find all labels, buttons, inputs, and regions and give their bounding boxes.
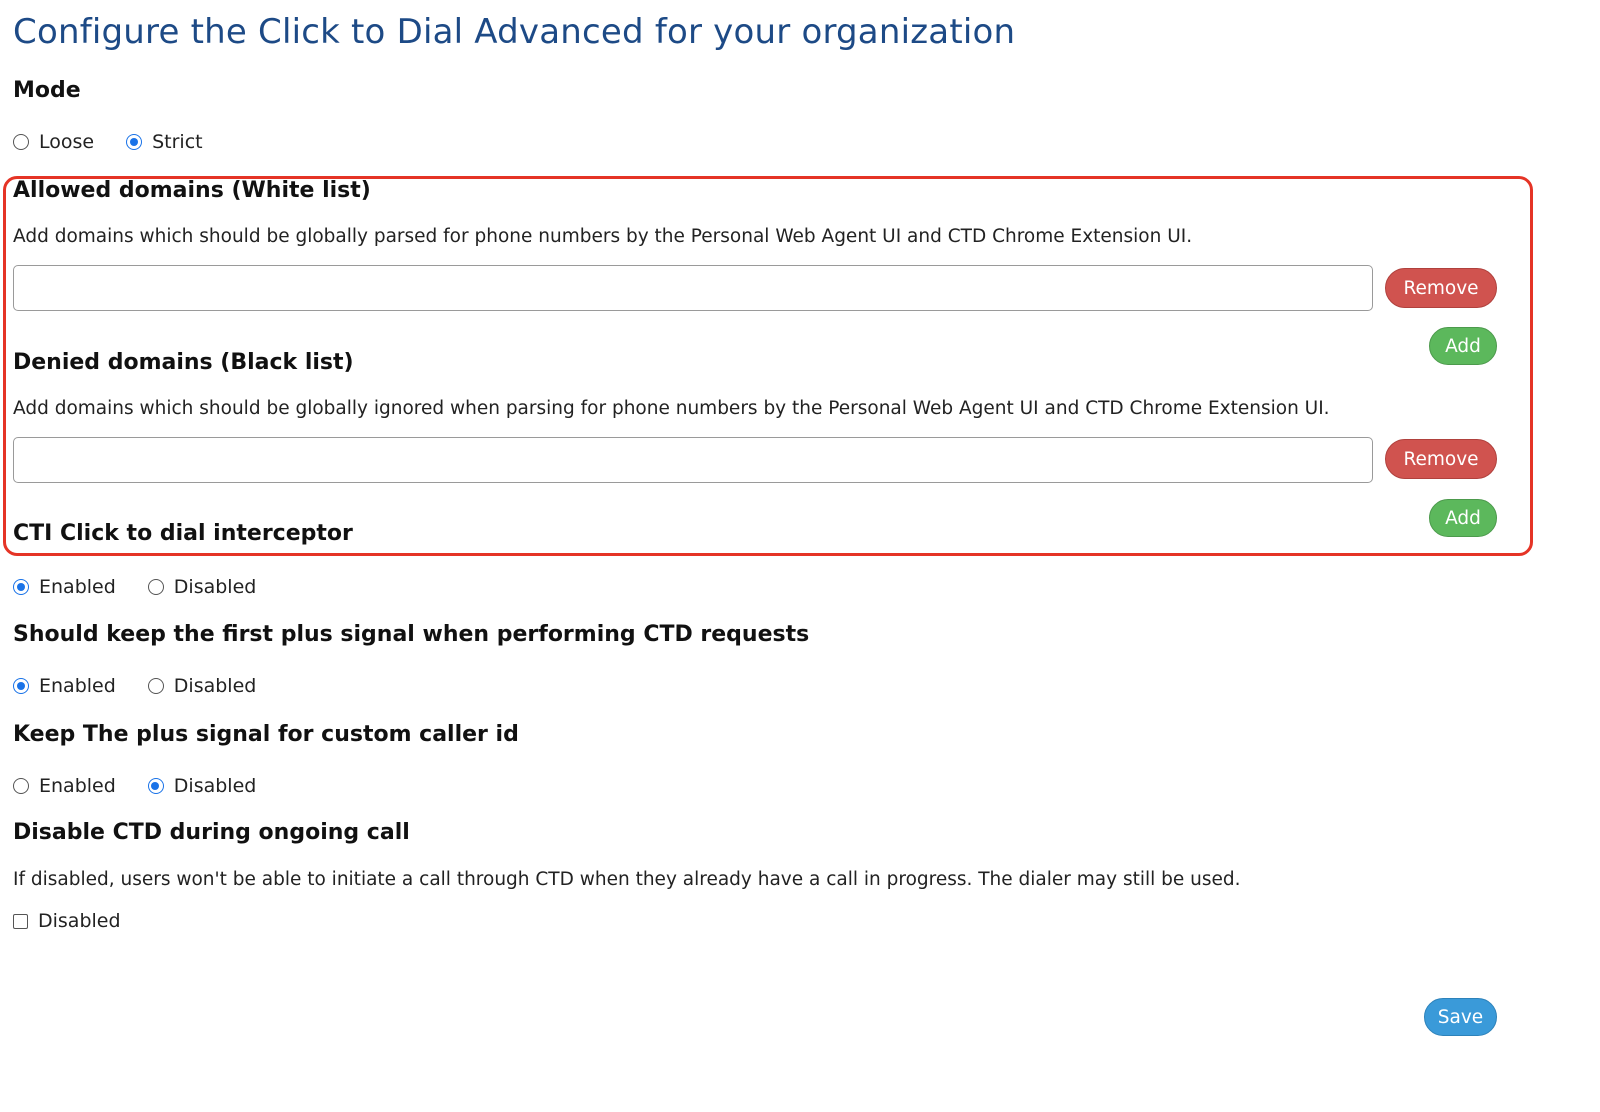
allowed-domain-input[interactable]	[13, 265, 1373, 311]
keep-first-plus-option-enabled[interactable]	[13, 675, 116, 697]
cti-enabled-radio[interactable]	[13, 579, 29, 595]
mode-strict-label: Strict	[152, 131, 203, 153]
cti-enabled-label: Enabled	[39, 576, 116, 598]
caller-id-disabled-label: Disabled	[173, 775, 257, 797]
denied-domain-add-button[interactable]: Add	[1429, 499, 1497, 537]
keep-first-plus-disabled-radio[interactable]	[148, 678, 164, 694]
caller-id-disabled-radio[interactable]	[148, 778, 164, 794]
cti-interceptor-heading: CTI Click to dial interceptor	[13, 521, 353, 546]
allowed-domain-remove-button[interactable]: Remove	[1385, 268, 1497, 308]
caller-id-option-disabled[interactable]	[148, 775, 257, 797]
mode-heading: Mode	[13, 78, 81, 103]
keep-first-plus-enabled-radio[interactable]	[13, 678, 29, 694]
allowed-domains-description: Add domains which should be globally parsed for phone numbers by the Personal Web Agent UI and CTD Chrome Extension UI.	[13, 226, 1193, 247]
save-button[interactable]: Save	[1424, 998, 1497, 1036]
disable-ctd-ongoing-option[interactable]	[13, 908, 121, 934]
denied-domains-heading: Denied domains (Black list)	[13, 350, 354, 375]
cti-option-disabled[interactable]	[148, 576, 257, 598]
keep-first-plus-heading: Should keep the first plus signal when performing CTD requests	[13, 622, 810, 647]
denied-domain-remove-button[interactable]: Remove	[1385, 439, 1497, 479]
disable-ctd-ongoing-checkbox[interactable]	[13, 914, 28, 929]
cti-disabled-label: Disabled	[173, 576, 257, 598]
caller-id-enabled-label: Enabled	[39, 775, 116, 797]
mode-strict-radio[interactable]	[126, 134, 142, 150]
cti-option-enabled[interactable]	[13, 576, 116, 598]
caller-id-option-enabled[interactable]	[13, 775, 116, 797]
mode-option-loose[interactable]	[13, 131, 94, 153]
denied-domain-input[interactable]	[13, 437, 1373, 483]
mode-loose-radio[interactable]	[13, 134, 29, 150]
mode-loose-label: Loose	[39, 131, 95, 153]
keep-first-plus-radio-group	[13, 672, 288, 700]
disable-ctd-ongoing-description: If disabled, users won't be able to initiate a call through CTD when they already have a call in progress. The dialer may still be used.	[13, 869, 1241, 890]
mode-option-strict[interactable]	[126, 131, 203, 153]
mode-radio-group	[13, 128, 235, 156]
cti-disabled-radio[interactable]	[148, 579, 164, 595]
allowed-domain-add-button[interactable]: Add	[1429, 327, 1497, 365]
disable-ctd-ongoing-checkbox-label: Disabled	[38, 910, 121, 932]
disable-ctd-ongoing-heading: Disable CTD during ongoing call	[13, 820, 410, 845]
denied-domains-description: Add domains which should be globally ignored when parsing for phone numbers by the Personal Web Agent UI and CTD Chrome Extension UI.	[13, 398, 1330, 419]
caller-id-enabled-radio[interactable]	[13, 778, 29, 794]
page-title: Configure the Click to Dial Advanced for your organization	[13, 12, 1016, 52]
allowed-domains-heading: Allowed domains (White list)	[13, 178, 371, 203]
keep-first-plus-enabled-label: Enabled	[39, 675, 116, 697]
keep-plus-caller-id-radio-group	[13, 772, 288, 800]
keep-first-plus-disabled-label: Disabled	[173, 675, 257, 697]
keep-plus-caller-id-heading: Keep The plus signal for custom caller id	[13, 722, 519, 747]
keep-first-plus-option-disabled[interactable]	[148, 675, 257, 697]
cti-interceptor-radio-group	[13, 573, 288, 601]
